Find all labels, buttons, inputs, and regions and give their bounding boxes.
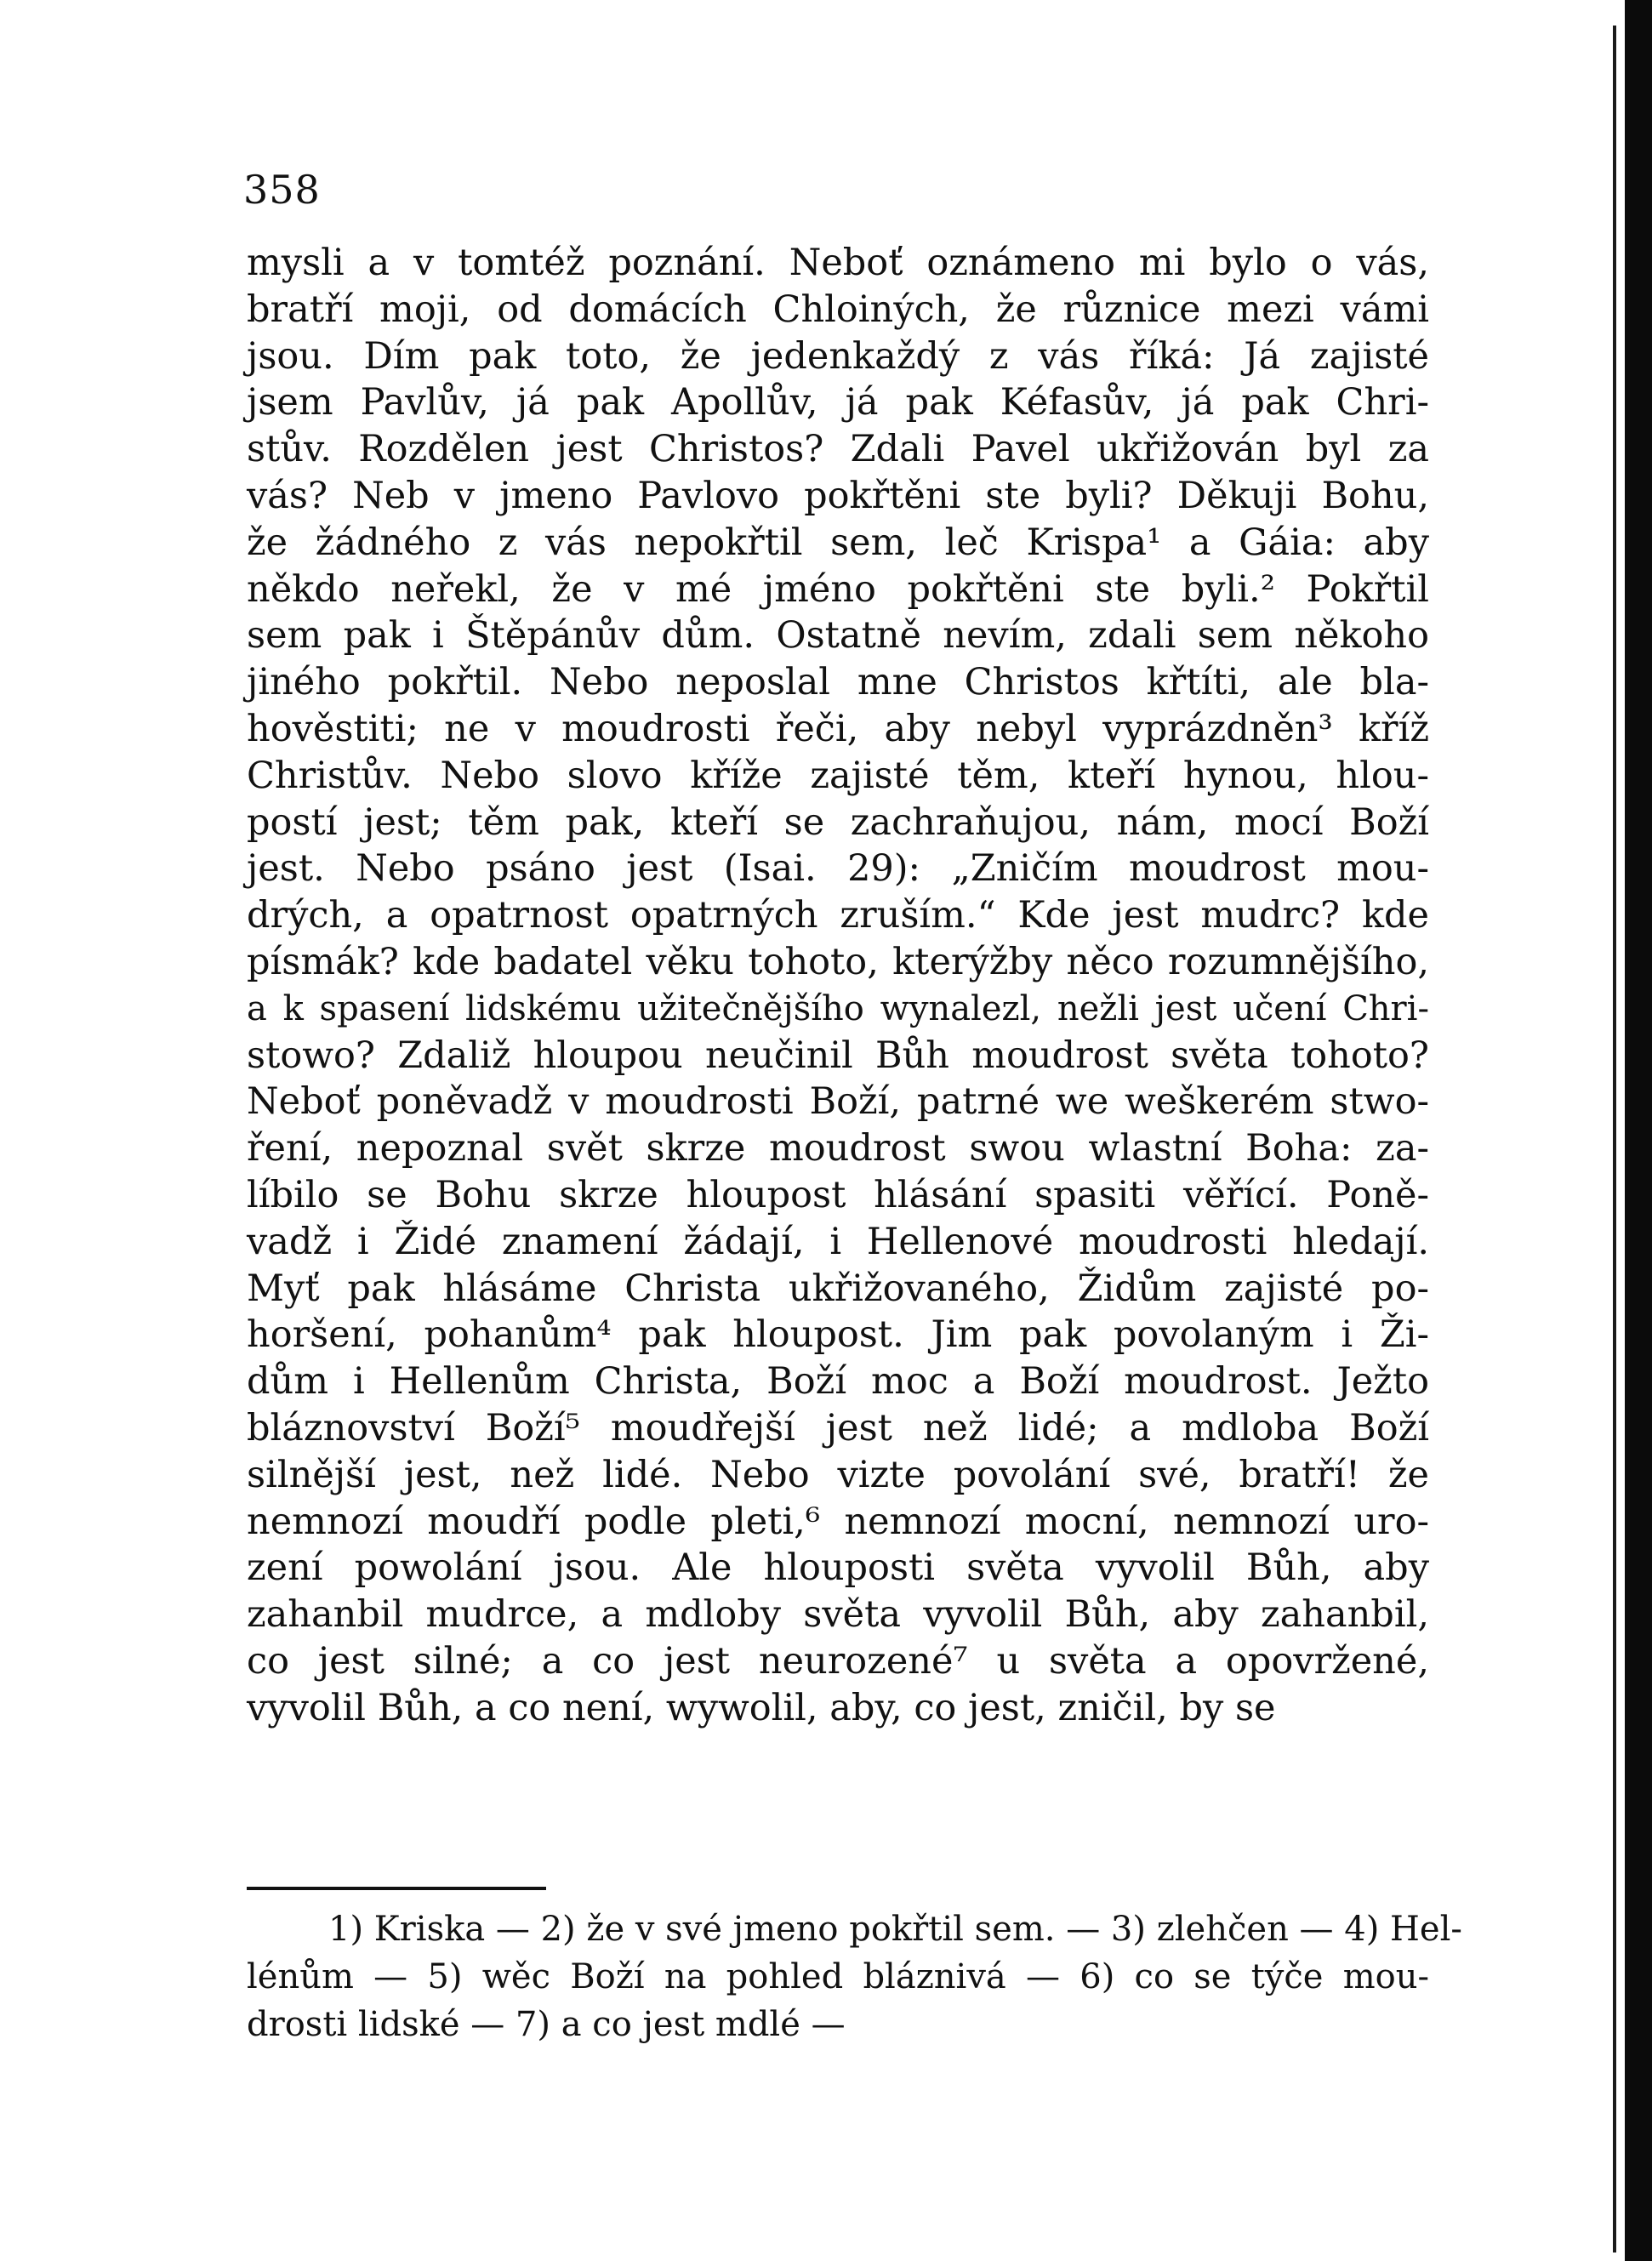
main-text xyxy=(247,240,1429,1732)
text-line: stův. Rozdělen jest Christos? Zdali Pavel ukřižován byl za xyxy=(247,428,1429,471)
text-line: mysli a v tomtéž poznání. Neboť oznámeno mi bylo o vás, xyxy=(247,242,1429,284)
text-line: písmák? kde badatel věku tohoto, kterýžby něco rozumnějšího, xyxy=(247,940,1429,983)
footnote-line: drosti lidské — 7) a co jest mdlé — xyxy=(247,2005,846,2044)
page-edge-line xyxy=(1613,26,1616,2252)
text-line: Christův. Nebo slovo kříže zajisté těm, kteří hynou, hlou- xyxy=(247,754,1429,797)
text-line: bláznovství Boží⁵ moudřejší jest než lidé; a mdloba Boží xyxy=(247,1406,1429,1449)
text-line: horšení, pohanům⁴ pak hloupost. Jim pak povolaným i Ži- xyxy=(247,1313,1429,1357)
text-line: někdo neřekl, že v mé jméno pokřtěni ste byli.² Pokřtil xyxy=(247,567,1429,611)
text-line: a k spasení lidskému užitečnějšího wynalezl, nežli jest učení Chri- xyxy=(247,988,1429,1028)
text-line: dům i Hellenům Christa, Boží moc a Boží moudrost. Ježto xyxy=(247,1360,1429,1404)
text-line: stowo? Zdaliž hloupou neučinil Bůh moudrost světa tohoto? xyxy=(247,1034,1429,1077)
text-line: zení powolání jsou. Ale hlouposti světa vyvolil Bůh, aby xyxy=(247,1546,1429,1590)
text-line: jiného pokřtil. Nebo neposlal mne Christos křtíti, ale bla- xyxy=(247,661,1429,704)
text-line: hověstiti; ne v moudrosti řeči, aby nebyl vyprázdněn³ kříž xyxy=(247,707,1429,750)
footnote-line: lénům — 5) wěc Boží na pohled bláznivá — 6) co se týče mou- xyxy=(247,1957,1429,1996)
text-line: nemnozí moudří podle pleti,⁶ nemnozí mocní, nemnozí uro- xyxy=(247,1500,1429,1543)
text-line: jsou. Dím pak toto, že jedenkaždý z vás říká: Já zajisté xyxy=(247,334,1429,378)
text-line: Neboť poněvadž v moudrosti Boží, patrné we weškerém stwo- xyxy=(247,1080,1429,1124)
footnote-rule xyxy=(247,1887,546,1890)
text-line: silnější jest, než lidé. Nebo vizte povolání své, bratří! že xyxy=(247,1453,1429,1496)
page-number: 358 xyxy=(243,167,321,213)
text-line: drých, a opatrnost opatrných zruším.“ Kde jest mudrc? kde xyxy=(247,894,1429,937)
text-line: sem pak i Štěpánův dům. Ostatně nevím, zdali sem někoho xyxy=(247,614,1429,658)
text-line: vás? Neb v jmeno Pavlovo pokřtěni ste byli? Děkuji Bohu, xyxy=(247,474,1429,517)
scan-right-edge xyxy=(1625,0,1652,2261)
text-line: zahanbil mudrce, a mdloby světa vyvolil Bůh, aby zahanbil, xyxy=(247,1593,1429,1637)
text-line: postí jest; těm pak, kteří se zachraňujou, nám, mocí Boží xyxy=(247,800,1429,844)
text-line: jsem Pavlův, já pak Apollův, já pak Kéfasův, já pak Chri- xyxy=(247,381,1429,424)
text-line: co jest silné; a co jest neurozené⁷ u světa a opovržené, xyxy=(247,1639,1429,1683)
footnotes xyxy=(247,1905,1462,2048)
text-line: líbilo se Bohu skrze hloupost hlásání spasiti věřící. Poně- xyxy=(247,1173,1429,1216)
text-line: Myť pak hlásáme Christa ukřižovaného, Židům zajisté po- xyxy=(247,1267,1429,1310)
text-line: bratří moji, od domácích Chloiných, že různice mezi vámi xyxy=(247,288,1429,331)
text-line: ření, nepoznal svět skrze moudrost swou wlastní Boha: za- xyxy=(247,1127,1429,1170)
text-line: vyvolil Bůh, a co není, wywolil, aby, co jest, zničil, by se xyxy=(247,1686,1276,1729)
footnote-line: 1) Kriska — 2) že v své jmeno pokřtil sem. — 3) zlehčen — 4) Hel- xyxy=(328,1910,1462,1949)
text-line: vadž i Židé znamení žádají, i Hellenové moudrosti hledají. xyxy=(247,1220,1429,1263)
text-line: že žádného z vás nepokřtil sem, leč Krispa¹ a Gáia: aby xyxy=(247,521,1429,564)
text-line: jest. Nebo psáno jest (Isai. 29): „Zničím moudrost mou- xyxy=(247,847,1429,891)
